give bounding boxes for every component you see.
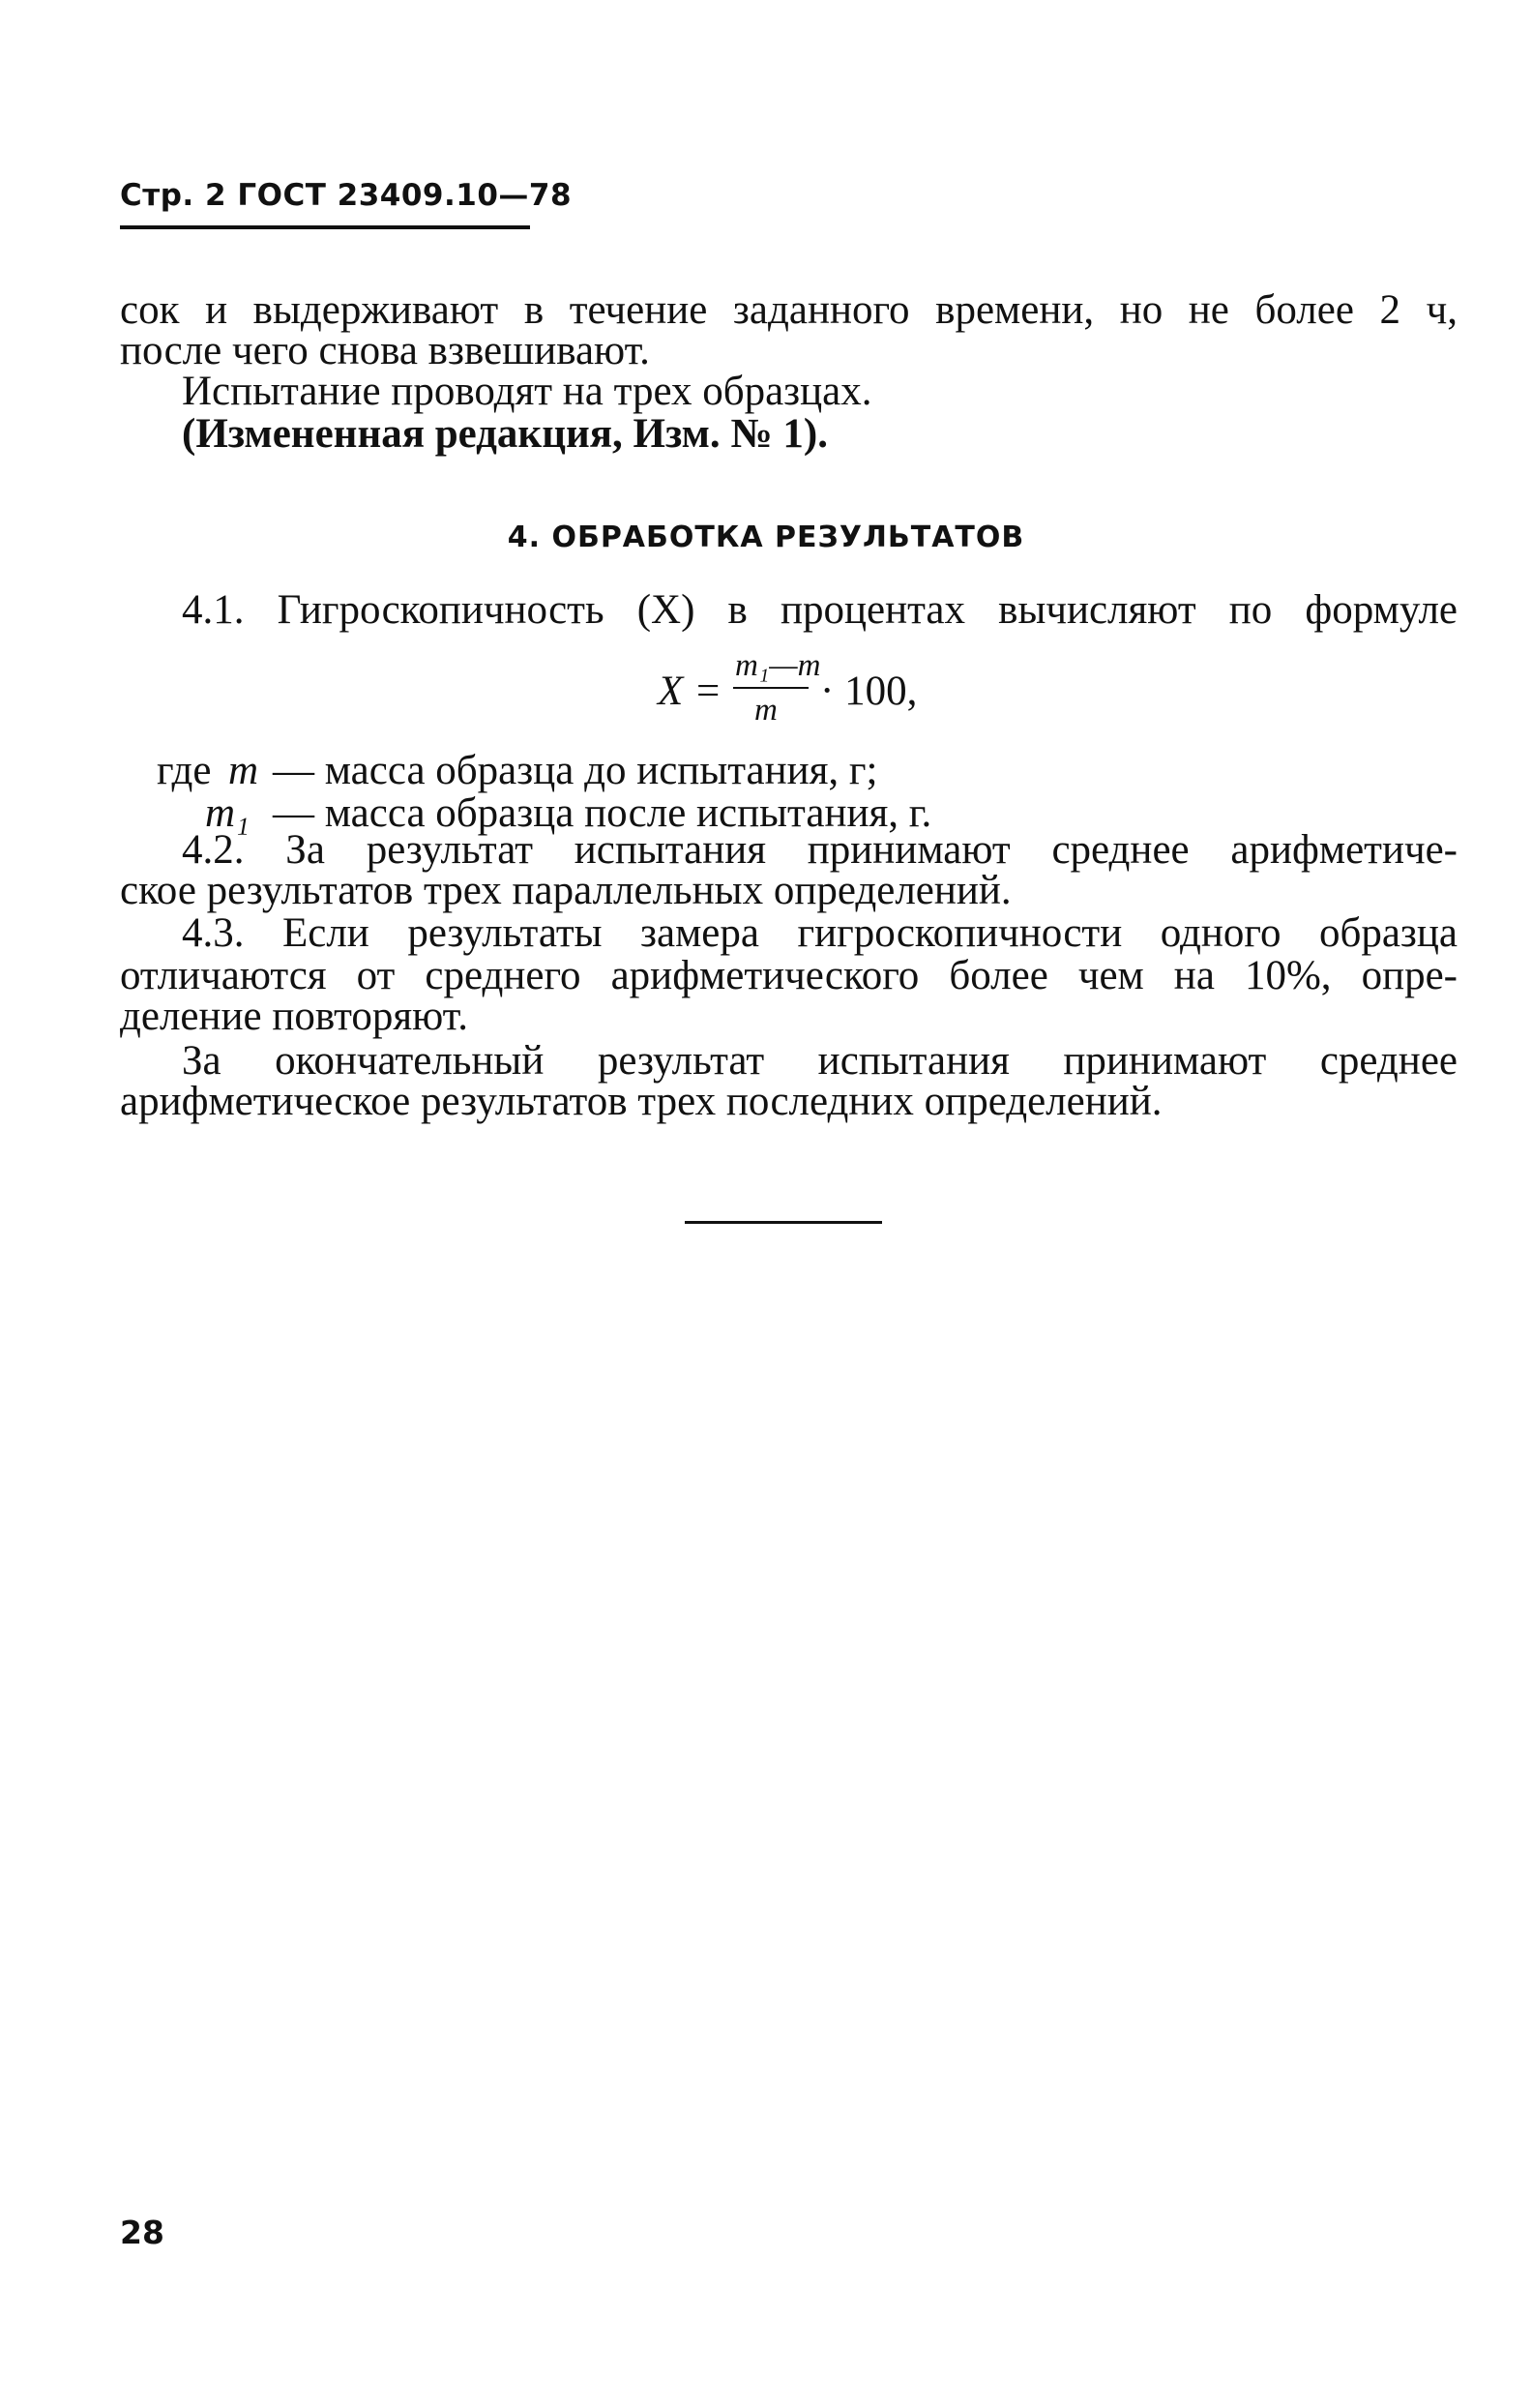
body-line-1: сок и выдерживают в течение заданного времени, но не более 2 ч, — [120, 287, 1458, 333]
item-4-3-line-3: деление повторяют. — [120, 994, 468, 1039]
page-number: 28 — [120, 2214, 164, 2251]
where-m1-symbol: m₁ — [205, 790, 250, 836]
where-m1-desc: — масса образца после испытания, г. — [273, 790, 932, 836]
where-prefix: где — [157, 748, 212, 793]
formula-equals: = — [696, 669, 721, 714]
section-title: 4. ОБРАБОТКА РЕЗУЛЬТАТОВ — [507, 520, 1025, 554]
body-line-2: после чего снова взвешивают. — [120, 328, 650, 373]
item-4-1: 4.1. Гигроскопичность (X) в процентах вычисляют по формуле — [182, 587, 1458, 633]
fraction-bar — [733, 687, 809, 689]
final-line-1: За окончательный результат испытания принимают среднее — [182, 1038, 1458, 1084]
formula-tail: · 100, — [820, 669, 918, 714]
formula-lhs: X — [658, 669, 684, 714]
page-header: Стр. 2 ГОСТ 23409.10—78 — [120, 178, 573, 213]
where-m-desc: — масса образца до испытания, г; — [273, 748, 878, 793]
item-4-3-line-2: отличаются от среднего арифметического более чем на 10%, опре- — [120, 953, 1458, 998]
item-4-3-line-1: 4.3. Если результаты замера гигроскопичности одного образца — [182, 910, 1458, 956]
body-line-3: Испытание проводят на трех образцах. — [182, 369, 872, 414]
header-rule — [120, 225, 530, 229]
final-line-2: арифметическое результатов трех последних определений. — [120, 1079, 1163, 1124]
end-rule — [685, 1221, 882, 1224]
formula-denominator: m — [754, 693, 778, 728]
formula-numerator: m₁—m — [735, 648, 821, 683]
item-4-2-line-1: 4.2. За результат испытания принимают среднее арифметиче- — [182, 827, 1458, 873]
item-4-2-line-2: ское результатов трех параллельных определений. — [120, 868, 1012, 913]
amendment-note: (Измененная редакция, Изм. № 1). — [182, 411, 828, 457]
where-m-symbol: m — [228, 748, 259, 793]
